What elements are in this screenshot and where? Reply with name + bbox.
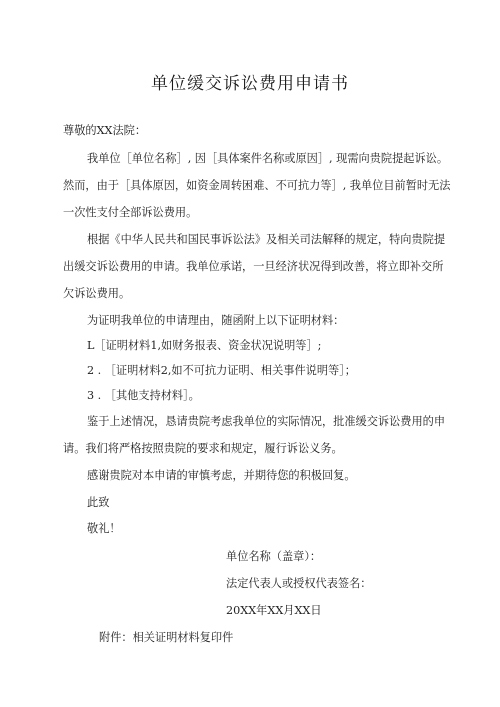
signature-representative: 法定代表人或授权代表签名： (226, 577, 372, 590)
list-item: L［证明材料1,如财务报表、资金状况说明等］; (87, 339, 322, 352)
closing-paragraph-1-line-2: 请。我们将严格按照贵院的要求和规定，履行诉讼义务。 (63, 442, 343, 455)
attachment-note: 附件：相关证明材料复印件 (99, 631, 234, 644)
paragraph-1-line-2: 然而，由于［具体原因，如资金周转困难、不可抗力等］, 我单位目前暂时无法 (63, 179, 451, 192)
regards-line-1: 此致 (87, 496, 110, 509)
paragraph-2-line-2: 出缓交诉讼费用的申请。我单位承诺，一旦经济状况得到改善，将立即补交所 (63, 260, 444, 273)
paragraph-1-line-3: 一次性支付全部诉讼费用。 (63, 206, 198, 219)
paragraph-2-line-3: 欠诉讼费用。 (63, 287, 131, 300)
list-item: 3 . ［其他支持材料］。 (87, 389, 200, 402)
signature-date: 20XX年XX月XX日 (226, 604, 322, 617)
paragraph-1-line-1: 我单位［单位名称］, 因［具体案件名称或原因］, 现需向贵院提起诉讼。 (87, 152, 449, 165)
regards-line-2: 敬礼！ (87, 522, 121, 535)
closing-paragraph-2-line-1: 感谢贵院对本申请的审慎考虑，并期待您的积极回复。 (87, 469, 356, 482)
signature-unit-name: 单位名称（盖章）： (226, 550, 322, 563)
salutation: 尊敬的XX法院： (63, 124, 147, 137)
list-item: 2 . ［证明材料2,如不可抗力证明、相关事件说明等］； (87, 364, 356, 377)
closing-paragraph-1-line-1: 鉴于上述情况，恳请贵院考虑我单位的实际情况，批准缓交诉讼费用的申 (87, 415, 446, 428)
document-title: 单位缓交诉讼费用申请书 (151, 74, 349, 94)
paragraph-2-line-1: 根据《中华人民共和国民事诉讼法》及相关司法解释的规定，特向贵院提 (87, 233, 446, 246)
paragraph-3-line-1: 为证明我单位的申请理由，随函附上以下证明材料： (87, 314, 345, 327)
